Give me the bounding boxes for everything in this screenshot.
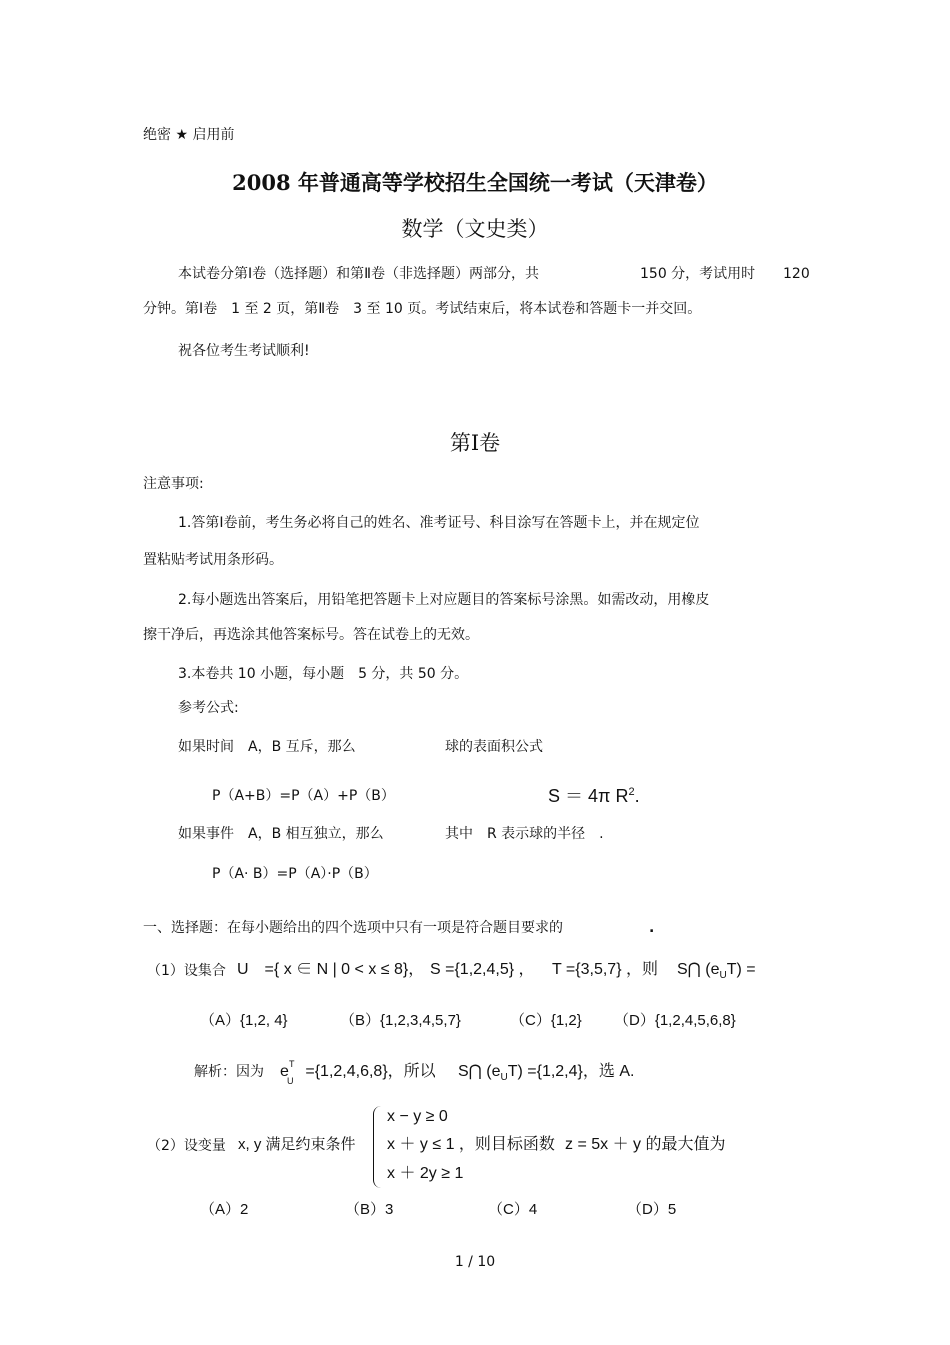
intro-line-2: 分钟。第Ⅰ卷 1 至 2 页，第Ⅱ卷 3 至 10 页。考试结束后，将本试卷和答题卡一并交回。 xyxy=(143,301,702,317)
note-2b: 擦干净后，再选涂其他答案标号。答在试卷上的无效。 xyxy=(143,627,479,643)
q1-option-d: （D）{1,2,4,5,6,8} xyxy=(614,1012,736,1029)
q1-solution xyxy=(280,1059,436,1086)
note-1b: 置粘贴考试用条形码。 xyxy=(143,552,283,568)
q2-option-b: （B）3 xyxy=(345,1201,394,1218)
q1-expr-sub: U xyxy=(719,970,727,982)
page-number: 1 / 10 xyxy=(454,1254,496,1270)
q2-option-a: （A）2 xyxy=(200,1201,249,1218)
q1-set-t: T ={3,5,7} ，则 xyxy=(552,961,658,978)
part-one-heading: 第Ⅰ卷 xyxy=(449,431,501,455)
q1-solution-result xyxy=(458,1062,634,1088)
q1-sol-sup: T xyxy=(289,1059,295,1069)
q1-sol-set: ={1,2,4,6,8}，所以 xyxy=(305,1063,436,1080)
q1-sol-expr-sub: U xyxy=(500,1072,508,1084)
q1-expr-end: T) = xyxy=(726,961,756,978)
intro-wish: 祝各位考生考试顺利! xyxy=(178,343,310,359)
q2-option-c: （C）4 xyxy=(488,1201,538,1218)
notes-title: 注意事项: xyxy=(143,476,204,492)
formula-title: 参考公式: xyxy=(178,700,239,716)
formula-exclusive-label: 如果时间 A，B 互斥，那么 xyxy=(178,739,356,755)
sphere-s: S xyxy=(548,786,561,806)
note-1a: 1.答第Ⅰ卷前，考生务必将自己的姓名、准考证号、科目涂写在答题卡上，并在规定位 xyxy=(178,515,700,531)
q1-sol-e: e xyxy=(280,1063,289,1080)
section-one-heading: 一、选择题：在每小题给出的四个选项中只有一项是符合题目要求的 xyxy=(143,920,563,936)
sphere-exponent: 2 xyxy=(628,786,635,798)
q2-variables: x, y 满足约束条件 xyxy=(238,1136,356,1153)
q1-label: （1）设集合 xyxy=(147,963,226,979)
sphere-eq: ＝ 4π R xyxy=(565,786,629,806)
q1-option-c: （C）{1,2} xyxy=(510,1012,582,1029)
q2-constraint-brace xyxy=(373,1106,383,1188)
intro-line-1a: 本试卷分第Ⅰ卷（选择题）和第Ⅱ卷（非选择题）两部分，共 xyxy=(178,266,540,282)
q1-expression xyxy=(677,960,756,986)
q2-constraint-3: x ＋ 2y ≥ 1 xyxy=(387,1165,464,1182)
formula-radius-note: 其中 R 表示球的半径 . xyxy=(445,826,604,842)
section-one-heading-dot: . xyxy=(649,920,655,936)
exam-subtitle: 数学（文史类） xyxy=(401,217,549,241)
q1-solution-label: 解析：因为 xyxy=(194,1064,264,1080)
intro-line-1c: 120 xyxy=(783,266,810,282)
q1-set-u: U ={ x ∈ N | 0 < x ≤ 8}， xyxy=(237,961,425,978)
q1-set-s: S ={1,2,4,5} ， xyxy=(430,961,535,978)
q1-sol-expr: S⋂ (e xyxy=(458,1063,501,1080)
q2-constraint-1: x − y ≥ 0 xyxy=(387,1108,448,1125)
classification-mark: 绝密 ★ 启用前 xyxy=(143,127,235,143)
sphere-dot: . xyxy=(634,786,640,806)
intro-line-1b: 150 分，考试用时 xyxy=(640,266,756,282)
formula-exclusive: P（A+B）=P（A）+P（B） xyxy=(212,788,395,804)
q1-option-b: （B）{1,2,3,4,5,7} xyxy=(340,1012,461,1029)
formula-independent-label: 如果事件 A，B 相互独立，那么 xyxy=(178,826,384,842)
q2-label: （2）设变量 xyxy=(147,1138,226,1154)
q1-sol-complement xyxy=(280,1059,295,1086)
formula-independent: P（A· B）=P（A）·P（B） xyxy=(212,866,378,882)
note-2a: 2.每小题选出答案后，用铅笔把答题卡上对应题目的答案标号涂黑。如需改动，用橡皮 xyxy=(178,592,710,608)
note-3: 3.本卷共 10 小题，每小题 5 分，共 50 分。 xyxy=(178,666,469,682)
q1-sol-sub: U xyxy=(287,1076,294,1086)
formula-sphere xyxy=(548,782,640,806)
q1-option-a: （A）{1,2, 4} xyxy=(200,1012,288,1029)
q2-option-d: （D）5 xyxy=(627,1201,677,1218)
q1-expr-start: S⋂ (e xyxy=(677,961,720,978)
q1-sol-expr-end: T) ={1,2,4}，选 A. xyxy=(507,1063,635,1080)
formula-sphere-label: 球的表面积公式 xyxy=(445,739,543,755)
exam-title: 2008 年普通高等学校招生全国统一考试（天津卷） xyxy=(232,170,718,195)
q2-constraint-2: x ＋ y ≤ 1 ，则目标函数 xyxy=(387,1136,555,1153)
q2-objective: z = 5x ＋ y 的最大值为 xyxy=(565,1136,726,1153)
